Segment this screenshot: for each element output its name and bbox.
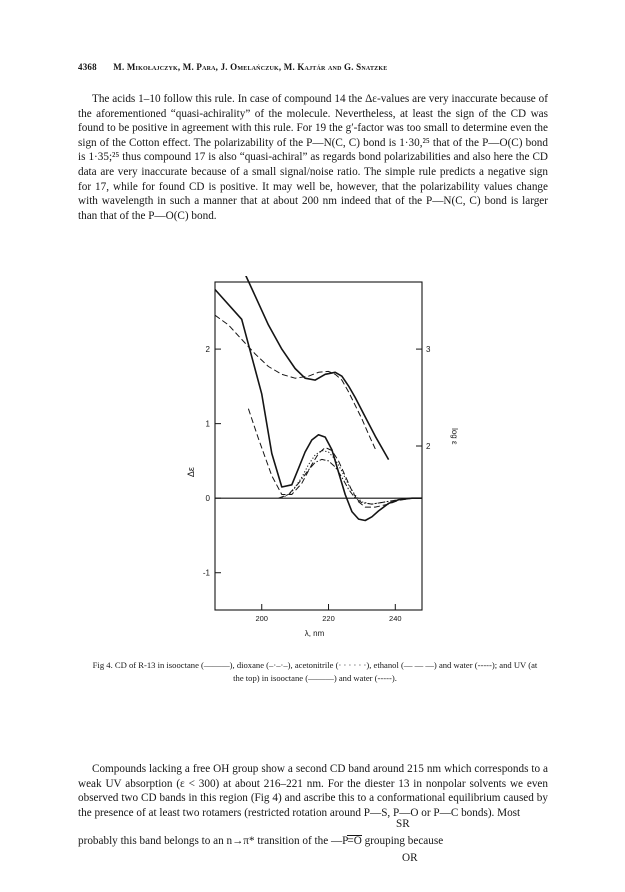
formula-text-after: grouping because [361, 835, 444, 847]
formula-sr: SR [396, 818, 410, 830]
formula-double-bond-o: =O [347, 835, 362, 847]
cd-curve-solid [215, 290, 422, 521]
right-tick-label: 2 [426, 442, 431, 451]
formula-line [78, 818, 548, 882]
formula-main-line [78, 835, 548, 847]
paragraph-1 [78, 92, 548, 223]
x-axis-label: λ, nm [304, 629, 325, 638]
plot-frame [215, 282, 422, 610]
left-axis-label: Δε [186, 467, 196, 478]
formula-or: OR [402, 852, 418, 864]
cd-curve-dotted [282, 451, 412, 505]
x-tick-label: 220 [322, 614, 335, 623]
right-tick-label: 3 [426, 345, 431, 355]
header-authors: M. Mikołajczyk, M. Para, J. Omelańczuk, M. Kajtár and G. Snatzke [113, 62, 388, 72]
left-tick-label: -1 [202, 568, 210, 578]
x-tick-label: 240 [389, 614, 402, 623]
figure-4 [170, 276, 460, 641]
left-tick-label: 1 [205, 419, 210, 429]
left-tick-label: 0 [205, 494, 210, 504]
paragraph-2-text: Compounds lacking a free OH group show a second CD band around 215 nm which corresponds to a weak UV absorption (ε < 300) at about 216–221 nm. For the diester 13 in nonpolar solvents we even observed two CD bands in this region (Fig 4) and ascribe this to a conformational equilibrium caused by the presence of at least two rotamers (restricted rotation around P—S, P—O or P—C bonds). Most [78, 763, 548, 819]
right-axis-label: log ε [450, 428, 459, 445]
x-tick-label: 200 [255, 614, 268, 623]
paragraph-1-text: The acids 1–10 follow this rule. In case of compound 14 the Δε-values are very inaccurate because of the aforementioned “quasi-achirality” of the molecule. Nevertheless, at least the sign of the CD was found to be positive in agreement with this rule. For 19 the g′-factor was too small to determine even the sign of the Cotton effect. The polarizability of the P—N(C, C) bond is 1·30,²⁵ that of the P—O(C) bond is 1·35;²⁵ thus compound 17 is also “quasi-achiral” as regards bond polarizabilities and also here the CD data are very inaccurate because of a small signal/noise ratio. The simple rule predicts a negative sign for 17, while for found CD is positive. It may well be, however, that the polarizability values change with wavelength in such a manner that at about 200 nm indeed that of the P—N(C, C) bond is larger than that of the P—O(C) bond. [78, 93, 548, 222]
paragraph-2 [78, 762, 548, 820]
uv-curve-dashed [215, 315, 375, 449]
formula-text-before: probably this band belongs to an n→π* transition of the —P [78, 835, 349, 847]
running-header [78, 62, 548, 72]
uv-curve-solid [228, 276, 388, 460]
page-number: 4368 [78, 62, 97, 72]
figure-caption: Fig 4. CD of R-13 in isooctane (———), dioxane (–·–·–), acetonitrile (· · · · · ·), ethanol (— — —) and water (-----); and UV (at the top) in isooctane (———) and water (-----). [92, 660, 538, 683]
cd-uv-chart [170, 276, 460, 641]
left-tick-label: 2 [205, 345, 210, 355]
cd-curve-dashdot [278, 459, 412, 504]
